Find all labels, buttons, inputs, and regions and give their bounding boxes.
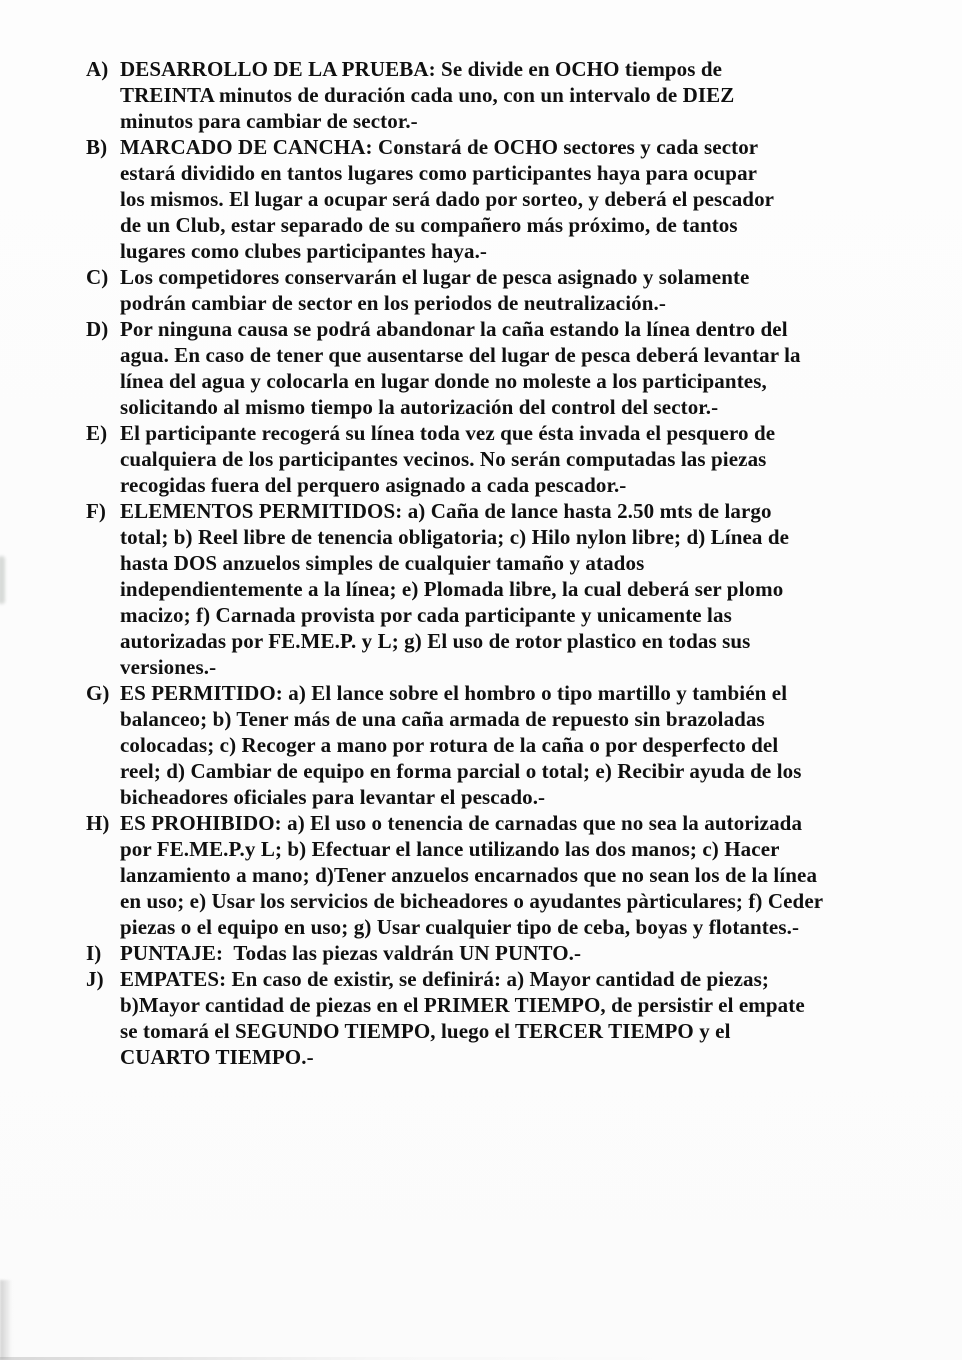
text-line: EMPATES: En caso de existir, se definirá: a) Mayor cantidad de piezas; bbox=[120, 967, 770, 991]
text-line: DESARROLLO DE LA PRUEBA: Se divide en OCHO tiempos de bbox=[120, 57, 723, 81]
text-line: hasta DOS anzuelos simples de cualquier tamaño y atados bbox=[120, 551, 645, 575]
text-line: ES PERMITIDO: a) El lance sobre el hombro o tipo martillo y también el bbox=[120, 681, 788, 705]
text-line: solicitando al mismo tiempo la autorización del control del sector.- bbox=[120, 395, 719, 419]
item-label: G) bbox=[86, 681, 110, 705]
text-line: se tomará el SEGUNDO TIEMPO, luego el TERCER TIEMPO y el bbox=[120, 1019, 731, 1043]
scan-artifact-bottom-corner bbox=[0, 1280, 12, 1360]
item-label: A) bbox=[86, 57, 109, 81]
text-line: PUNTAJE: Todas las piezas valdrán UN PUNTO.- bbox=[120, 941, 582, 965]
item-label: H) bbox=[86, 811, 110, 835]
rules-list bbox=[0, 56, 962, 1070]
text-line: CUARTO TIEMPO.- bbox=[120, 1045, 314, 1069]
item-label: F) bbox=[86, 499, 107, 523]
text-line: ES PROHIBIDO: a) El uso o tenencia de carnadas que no sea la autorizada bbox=[120, 811, 803, 835]
text-line: Los competidores conservarán el lugar de pesca asignado y solamente bbox=[120, 265, 750, 289]
item-label: B) bbox=[86, 135, 108, 159]
item-label: D) bbox=[86, 317, 109, 341]
text-line: cualquiera de los participantes vecinos. No serán computadas las piezas bbox=[120, 447, 767, 471]
text-line: ELEMENTOS PERMITIDOS: a) Caña de lance hasta 2.50 mts de largo bbox=[120, 499, 772, 523]
text-line: de un Club, estar separado de su compañero más próximo, de tantos bbox=[120, 213, 738, 237]
text-line: línea del agua y colocarla en lugar donde no moleste a los participantes, bbox=[120, 369, 767, 393]
text-line: total; b) Reel libre de tenencia obligatoria; c) Hilo nylon libre; d) Línea de bbox=[120, 525, 790, 549]
item-label: J) bbox=[86, 967, 104, 991]
item-label: C) bbox=[86, 265, 109, 289]
rule-item bbox=[0, 56, 962, 134]
text-line: El participante recogerá su línea toda vez que ésta invada el pesquero de bbox=[120, 421, 776, 445]
rule-item bbox=[0, 966, 962, 1070]
text-line: reel; d) Cambiar de equipo en forma parcial o total; e) Recibir ayuda de los bbox=[120, 759, 802, 783]
text-line: b)Mayor cantidad de piezas en el PRIMER TIEMPO, de persistir el empate bbox=[120, 993, 805, 1017]
text-line: estará dividido en tantos lugares como participantes haya para ocupar bbox=[120, 161, 758, 185]
text-line: colocadas; c) Recoger a mano por rotura de la caña o por desperfecto del bbox=[120, 733, 779, 757]
text-line: piezas o el equipo en uso; g) Usar cualquier tipo de ceba, boyas y flotantes.- bbox=[120, 915, 800, 939]
text-line: independientemente a la línea; e) Plomada libre, la cual deberá ser plomo bbox=[120, 577, 784, 601]
rule-item bbox=[0, 498, 962, 680]
text-line: TREINTA minutos de duración cada uno, con un intervalo de DIEZ bbox=[120, 83, 735, 107]
rule-item bbox=[0, 316, 962, 420]
text-line: MARCADO DE CANCHA: Constará de OCHO sectores y cada sector bbox=[120, 135, 759, 159]
rule-item bbox=[0, 940, 962, 966]
text-line: agua. En caso de tener que ausentarse del lugar de pesca deberá levantar la bbox=[120, 343, 801, 367]
item-label: I) bbox=[86, 941, 102, 965]
text-line: balanceo; b) Tener más de una caña armada de repuesto sin brazoladas bbox=[120, 707, 765, 731]
rule-item bbox=[0, 680, 962, 810]
text-line: en uso; e) Usar los servicios de bicheadores o ayudantes pàrticulares; f) Ceder bbox=[120, 889, 824, 913]
rule-item bbox=[0, 420, 962, 498]
text-line: Por ninguna causa se podrá abandonar la caña estando la línea dentro del bbox=[120, 317, 788, 341]
text-line: podrán cambiar de sector en los periodos de neutralización.- bbox=[120, 291, 666, 315]
item-label: E) bbox=[86, 421, 108, 445]
text-line: autorizadas por FE.ME.P. y L; g) El uso de rotor plastico en todas sus bbox=[120, 629, 751, 653]
rule-item bbox=[0, 810, 962, 940]
text-line: versiones.- bbox=[120, 655, 217, 679]
text-line: bicheadores oficiales para levantar el pescado.- bbox=[120, 785, 546, 809]
text-line: lanzamiento a mano; d)Tener anzuelos encarnados que no sean los de la línea bbox=[120, 863, 818, 887]
scan-artifact-left-edge bbox=[0, 556, 5, 604]
text-line: los mismos. El lugar a ocupar será dado por sorteo, y deberá el pescador bbox=[120, 187, 775, 211]
rule-item bbox=[0, 134, 962, 264]
text-line: macizo; f) Carnada provista por cada participante y unicamente las bbox=[120, 603, 732, 627]
text-line: minutos para cambiar de sector.- bbox=[120, 109, 418, 133]
text-line: por FE.ME.P.y L; b) Efectuar el lance utilizando las dos manos; c) Hacer bbox=[120, 837, 780, 861]
text-line: lugares como clubes participantes haya.- bbox=[120, 239, 488, 263]
rule-item bbox=[0, 264, 962, 316]
text-line: recogidas fuera del perquero asignado a cada pescador.- bbox=[120, 473, 627, 497]
